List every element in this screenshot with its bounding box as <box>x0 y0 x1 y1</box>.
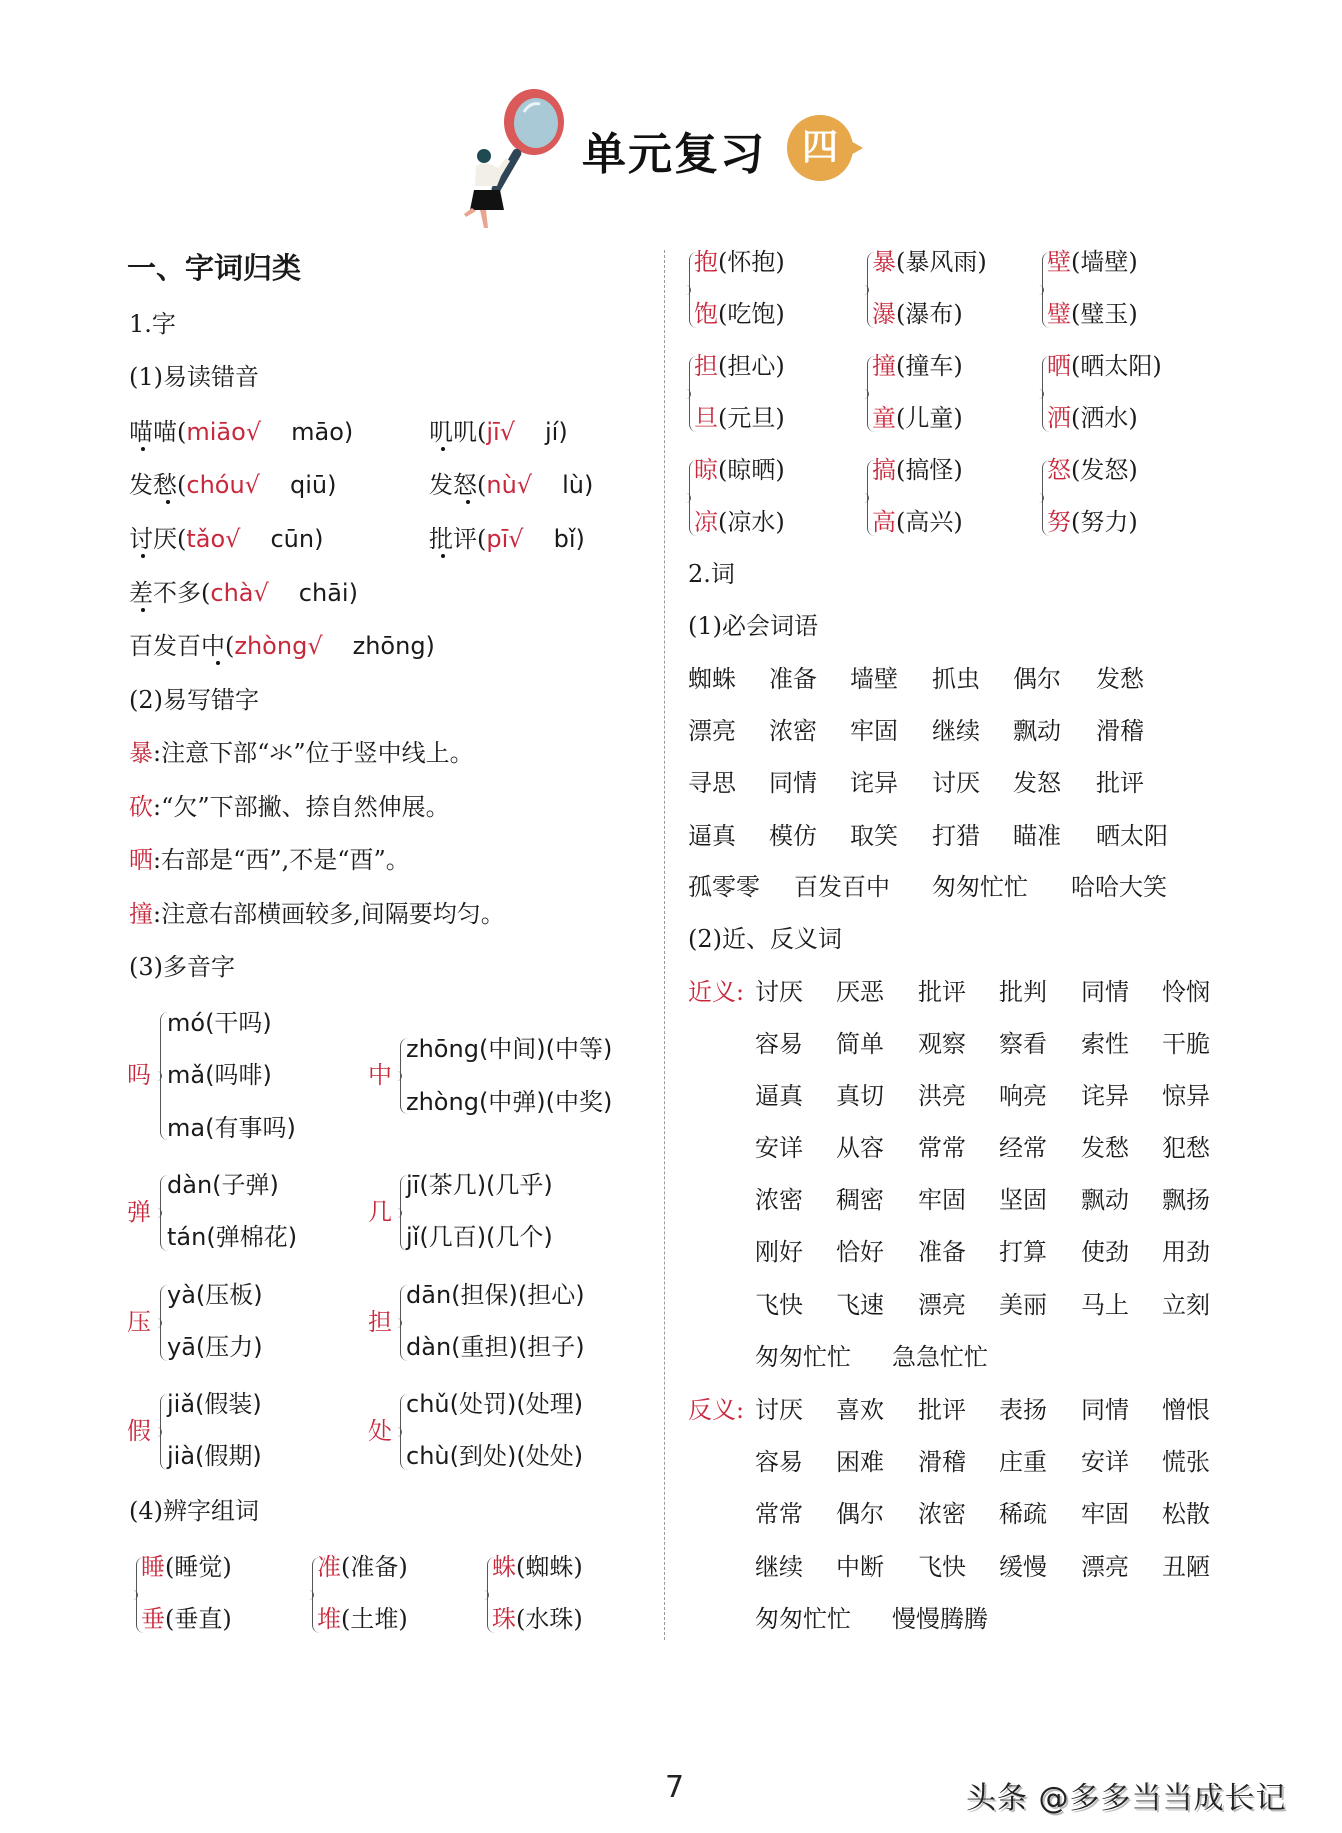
char-pair-item: 堆(土堆) <box>317 1605 408 1633</box>
polyphone-reading: dàn(重担)(担子) <box>406 1333 585 1361</box>
polyphone-reading: yā(压力) <box>167 1333 263 1361</box>
polyphone-reading: jǐ(几百)(几个) <box>406 1223 553 1251</box>
pronunciation-item: 发怒(nù√ lù) <box>429 470 593 500</box>
pronunciation-item: 批评(pī√ bǐ) <box>429 524 585 554</box>
page-number: 7 <box>665 1770 685 1805</box>
polyphone-reading: jià(假期) <box>167 1442 262 1470</box>
miswrite-item: 砍:“欠”下部撇、捺自然伸展。 <box>129 793 450 821</box>
section-heading: 一、字词归类 <box>127 251 302 285</box>
char-pair-item: 晒(晒太阳) <box>1047 352 1162 380</box>
char-pair-item: 瀑(瀑布) <box>872 300 963 328</box>
miswrite-item: 晒:右部是“西”,不是“酉”。 <box>129 846 410 874</box>
polyphone-char: 压 <box>127 1308 151 1336</box>
synonyms-label: 近义: <box>688 978 745 1006</box>
polyphone-reading: ma(有事吗) <box>167 1114 296 1142</box>
polyphone-char: 处 <box>368 1417 392 1445</box>
polyphone-reading: jī(茶几)(几乎) <box>406 1171 553 1199</box>
part-title-must-know: (1)必会词语 <box>688 612 818 640</box>
subsection-characters: 1.字 <box>129 310 176 338</box>
char-pair-item: 担(担心) <box>694 352 785 380</box>
unit-number: 四 <box>801 127 838 168</box>
char-pair-item: 睡(睡觉) <box>141 1553 232 1581</box>
polyphone-reading: dān(担保)(担心) <box>406 1281 585 1309</box>
part-title-pronunciation: (1)易读错音 <box>129 363 259 391</box>
unit-number-badge <box>787 115 853 181</box>
part-title-distinguish: (4)辨字组词 <box>129 1497 259 1525</box>
char-pair-item: 努(努力) <box>1047 508 1138 536</box>
pronunciation-item: 喵喵(miāo√ māo) <box>129 417 353 447</box>
pronunciation-item: 叽叽(jī√ jí) <box>429 417 568 447</box>
char-pair-item: 饱(吃饱) <box>694 300 785 328</box>
char-pair-item: 洒(洒水) <box>1047 404 1138 432</box>
polyphone-reading: zhòng(中弹)(中奖) <box>406 1088 613 1116</box>
char-pair-item: 垂(垂直) <box>141 1605 232 1633</box>
polyphone-reading: jiǎ(假装) <box>167 1390 262 1418</box>
polyphone-reading: mó(干吗) <box>167 1009 272 1037</box>
char-pair-item: 晾(晾晒) <box>694 456 785 484</box>
char-pair-item: 抱(怀抱) <box>694 248 785 276</box>
pronunciation-item: 讨厌(tǎo√ cūn) <box>129 524 323 554</box>
pronunciation-item: 差不多(chà√ chāi) <box>129 578 358 608</box>
part-title-synonyms-antonyms: (2)近、反义词 <box>688 925 842 953</box>
girl-with-magnifier-illustration <box>462 86 574 234</box>
char-pair-item: 怒(发怒) <box>1047 456 1138 484</box>
polyphone-reading: chǔ(处罚)(处理) <box>406 1390 584 1418</box>
pronunciation-item: 发愁(chóu√ qiū) <box>129 470 336 500</box>
miswrite-item: 撞:注意右部横画较多,间隔要均匀。 <box>129 900 505 928</box>
polyphone-reading: zhōng(中间)(中等) <box>406 1035 613 1063</box>
polyphone-char: 几 <box>368 1198 392 1226</box>
char-pair-item: 璧(璧玉) <box>1047 300 1138 328</box>
polyphone-reading: mǎ(吗啡) <box>167 1061 272 1089</box>
polyphone-reading: tán(弹棉花) <box>167 1223 298 1251</box>
polyphone-reading: dàn(子弹) <box>167 1171 279 1199</box>
polyphone-char: 吗 <box>127 1061 151 1089</box>
polyphone-char: 假 <box>127 1417 151 1445</box>
page-title: 单元复习 <box>582 129 766 180</box>
antonyms-label: 反义: <box>688 1396 745 1424</box>
subsection-words: 2.词 <box>688 560 735 588</box>
char-pair-item: 高(高兴) <box>872 508 963 536</box>
char-pair-item: 暴(暴风雨) <box>872 248 987 276</box>
column-divider <box>664 250 665 1640</box>
pronunciation-item: 百发百中(zhòng√ zhōng) <box>129 631 435 661</box>
char-pair-item: 搞(搞怪) <box>872 456 963 484</box>
polyphone-char: 弹 <box>127 1198 151 1226</box>
char-pair-item: 童(儿童) <box>872 404 963 432</box>
miswrite-item: 暴:注意下部“氺”位于竖中线上。 <box>129 739 474 767</box>
char-pair-item: 蛛(蜘蛛) <box>492 1553 583 1581</box>
polyphone-reading: chù(到处)(处处) <box>406 1442 584 1470</box>
char-pair-item: 撞(撞车) <box>872 352 963 380</box>
char-pair-item: 珠(水珠) <box>492 1605 583 1633</box>
polyphone-reading: yà(压板) <box>167 1281 263 1309</box>
part-title-polyphones: (3)多音字 <box>129 953 235 981</box>
part-title-miswrite: (2)易写错字 <box>129 686 259 714</box>
char-pair-item: 准(准备) <box>317 1553 408 1581</box>
char-pair-item: 旦(元旦) <box>694 404 785 432</box>
char-pair-item: 壁(墙壁) <box>1047 248 1138 276</box>
polyphone-char: 担 <box>368 1308 392 1336</box>
polyphone-char: 中 <box>368 1061 392 1089</box>
watermark: 头条 @多多当当成长记 <box>966 1781 1287 1816</box>
char-pair-item: 凉(凉水) <box>694 508 785 536</box>
